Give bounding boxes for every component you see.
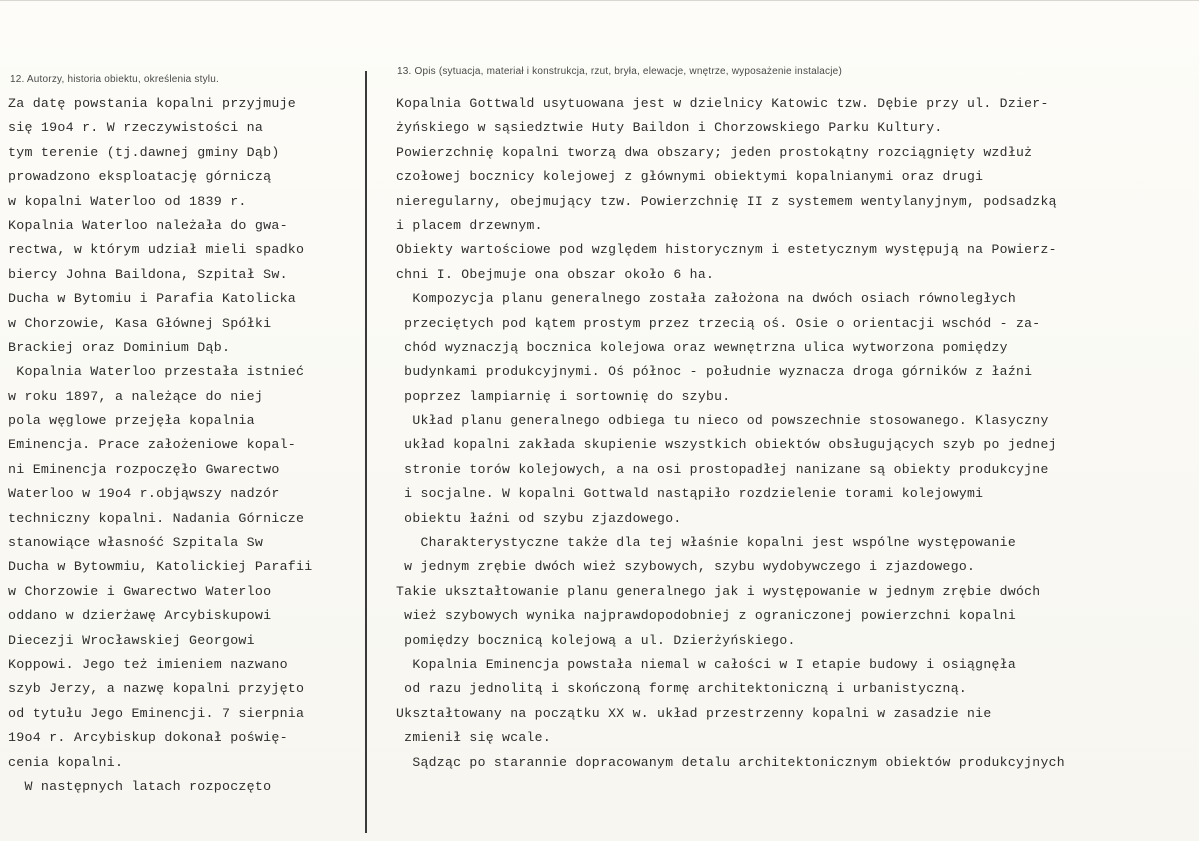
description-text-line: i placem drzewnym. xyxy=(396,217,543,233)
history-text-line: Brackiej oraz Dominium Dąb. xyxy=(8,339,231,355)
description-text-line: czołowej bocznicy kolejowej z głównymi obiektymi kopalnianymi oraz drugi xyxy=(396,169,984,185)
history-text-line: od tytułu Jego Eminencji. 7 sierpnia xyxy=(8,705,305,721)
history-text-line: szyb Jerzy, a nazwę kopalni przyjęto xyxy=(8,681,305,697)
history-text-column xyxy=(8,92,366,799)
description-text-line: chni I. Obejmuje ona obszar około 6 ha. xyxy=(396,266,715,282)
history-text-line: Diecezji Wrocławskiej Georgowi xyxy=(8,632,255,648)
description-text-line: Kopalnia Eminencja powstała niemal w całości w I etapie budowy i osiągnęła xyxy=(396,656,1016,672)
history-text-line: pola węglowe przejęła kopalnia xyxy=(8,413,255,429)
description-text-line: nieregularny, obejmujący tzw. Powierzchnię II z systemem wentylanyjnym, podsadzką xyxy=(396,193,1057,209)
history-text-line: techniczny kopalni. Nadania Górnicze xyxy=(8,510,305,526)
history-text-line: prowadzono eksploatację górniczą xyxy=(8,169,272,185)
history-text-line: Ducha w Bytomiu i Parafia Katolicka xyxy=(8,291,297,307)
description-text-line: zmienił się wcale. xyxy=(396,730,551,746)
description-text-line: od razu jednolitą i skończoną formę architektoniczną i urbanistyczną. xyxy=(396,681,968,697)
history-text-line: oddano w dzierżawę Arcybiskupowi xyxy=(8,608,272,624)
description-text-line: układ kopalni zakłada skupienie wszystkich obiektów obsługujących szyb po jednej xyxy=(396,437,1057,453)
description-text-line: stronie torów kolejowych, a na osi prostopadłej nanizane są obiekty produkcyjne xyxy=(396,461,1049,477)
description-text-line: Powierzchnię kopalni tworzą dwa obszary; jeden prostokątny rozciągnięty wzdłuż xyxy=(396,144,1033,160)
description-text-line: Obiekty wartościowe pod względem historycznym i estetycznym występują na Powierz- xyxy=(396,242,1057,258)
history-text-line: Kopalnia Waterloo przestała istnieć xyxy=(8,364,305,380)
history-text-line: w roku 1897, a należące do niej xyxy=(8,388,264,404)
history-text-line: biercy Johna Baildona, Szpitał Sw. xyxy=(8,266,288,282)
history-text-line: Ducha w Bytowmiu, Katolickiej Parafii xyxy=(8,559,313,575)
history-text-line: 19o4 r. Arcybiskup dokonał poświę- xyxy=(8,730,288,746)
description-text-line: poprzez lampiarnię i sortownię do szybu. xyxy=(396,388,731,404)
history-text-line: się 19o4 r. W rzeczywistości na xyxy=(8,120,264,136)
history-text-line: Waterloo w 19o4 r.objąwszy nadzór xyxy=(8,486,280,502)
history-text-line: tym terenie (tj.dawnej gminy Dąb) xyxy=(8,144,280,160)
history-text-line: W następnych latach rozpoczęto xyxy=(8,778,272,794)
description-text-line: chód wyznaczją bocznica kolejowa oraz wewnętrzna ulica wytworzona pomiędzy xyxy=(396,339,1008,355)
description-text-line: Sądząc po starannie dopracowanym detalu architektonicznym obiektów produkcyjnych xyxy=(396,754,1065,770)
right-column-header: 13. Opis (sytuacja, materiał i konstrukcja, rzut, bryła, elewacje, wnętrze, wyposażenie instalacje) xyxy=(397,66,842,77)
description-text-line: obiektu łaźni od szybu zjazdowego. xyxy=(396,510,682,526)
description-text-line: przeciętych pod kątem prostym przez trzecią oś. Osie o orientacji wschód - za- xyxy=(396,315,1041,331)
description-text-line: Charakterystyczne także dla tej właśnie kopalni jest wspólne występowanie xyxy=(396,535,1016,551)
history-text-line: w kopalni Waterloo od 1839 r. xyxy=(8,193,247,209)
description-text-line: w jednym zrębie dwóch wież szybowych, szybu wydobywczego i zjazdowego. xyxy=(396,559,976,575)
description-text-line: Ukształtowany na początku XX w. układ przestrzenny kopalni w zasadzie nie xyxy=(396,705,992,721)
description-text-line: Takie ukształtowanie planu generalnego jak i występowanie w jednym zrębie dwóch xyxy=(396,583,1041,599)
description-text-line: wież szybowych wynika najprawdopodobniej z ograniczonej powierzchni kopalni xyxy=(396,608,1016,624)
description-text-line: Kopalnia Gottwald usytuowana jest w dzielnicy Katowic tzw. Dębie przy ul. Dzier- xyxy=(396,96,1049,111)
description-text-line: pomiędzy bocznicą kolejową a ul. Dzierżyńskiego. xyxy=(396,632,796,648)
history-text-line: Kopalnia Waterloo należała do gwa- xyxy=(8,217,288,233)
history-text-line: w Chorzowie i Gwarectwo Waterloo xyxy=(8,583,272,599)
history-text-line: ni Eminencja rozpoczęło Gwarectwo xyxy=(8,461,280,477)
description-text-line: żyńskiego w sąsiedztwie Huty Baildon i Chorzowskiego Parku Kultury. xyxy=(396,120,943,136)
description-text-line: budynkami produkcyjnymi. Oś północ - południe wyznacza droga górników z łaźni xyxy=(396,364,1033,380)
history-text-line: w Chorzowie, Kasa Głównej Spółki xyxy=(8,315,272,331)
history-text-line: cenia kopalni. xyxy=(8,754,124,770)
history-text-line: rectwa, w którym udział mieli spadko xyxy=(8,242,305,258)
history-text-line: Eminencja. Prace założeniowe kopal- xyxy=(8,437,297,453)
history-text-line: stanowiące własność Szpitala Sw xyxy=(8,535,264,551)
left-column-header: 12. Autorzy, historia obiektu, określenia stylu. xyxy=(10,74,219,85)
description-text-line: i socjalne. W kopalni Gottwald nastąpiło rozdzielenie torami kolejowymi xyxy=(396,486,984,502)
history-text-line: Za datę powstania kopalni przyjmuje xyxy=(8,96,297,111)
description-text-column xyxy=(396,92,1196,775)
description-text-line: Układ planu generalnego odbiega tu nieco od powszechnie stosowanego. Klasyczny xyxy=(396,413,1049,429)
description-text-line: Kompozycja planu generalnego została założona na dwóch osiach równoległych xyxy=(396,291,1016,307)
history-text-line: Koppowi. Jego też imieniem nazwano xyxy=(8,656,288,672)
